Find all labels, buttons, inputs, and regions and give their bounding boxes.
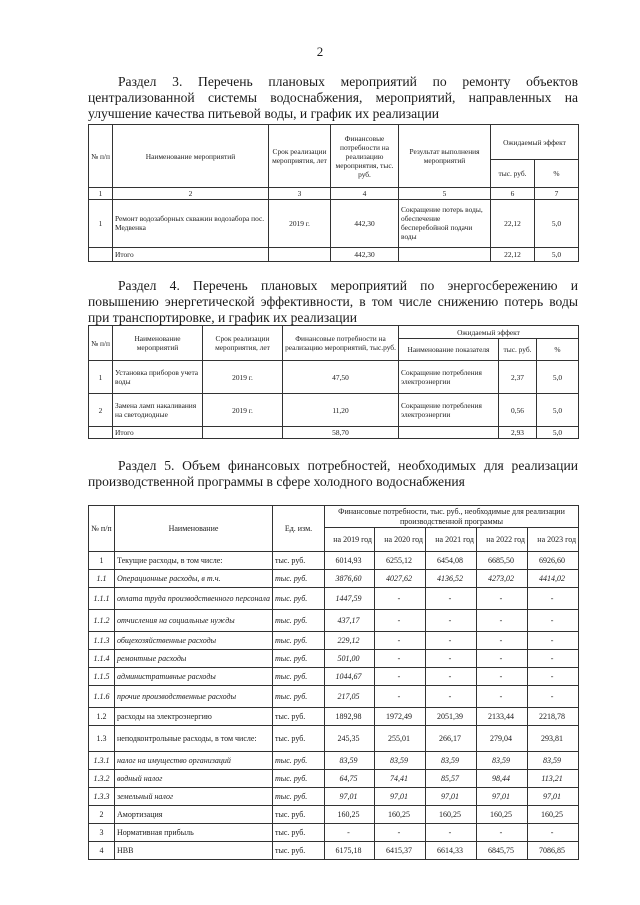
row-unit: тыс. руб. [273, 842, 325, 860]
row-value: - [375, 588, 426, 610]
row-value: 6614,33 [426, 842, 477, 860]
table-row [89, 650, 579, 668]
row-value: 97,01 [477, 788, 528, 806]
row-name: Нормативная прибыль [115, 824, 273, 842]
row-value: - [528, 686, 579, 708]
row-rub: 0,56 [499, 394, 537, 427]
header-effect-pct: % [535, 160, 579, 188]
row-value: - [528, 668, 579, 686]
row-value: 1972,49 [375, 708, 426, 726]
header-num: № п/п [89, 326, 113, 361]
row-unit: тыс. руб. [273, 610, 325, 632]
row-num: 1 [89, 361, 113, 394]
row-unit: тыс. руб. [273, 570, 325, 588]
header-year: на 2022 год [477, 528, 528, 552]
row-effect-pct: 5,0 [535, 199, 579, 247]
row-name: Замена ламп накаливания на светодиодные [113, 394, 203, 427]
header-effect: Ожидаемый эффект [399, 326, 579, 339]
row-name: отчисления на социальные нужды [115, 610, 273, 632]
total-label: Итого [113, 427, 203, 439]
header-finance: Финансовые потребности на реализацию мероприятий, тыс.руб. [283, 326, 399, 361]
row-num: 1.3.2 [89, 770, 115, 788]
row-unit: тыс. руб. [273, 708, 325, 726]
total-rub: 22,12 [491, 247, 535, 261]
row-value: 160,25 [325, 806, 375, 824]
total-label: Итого [113, 247, 269, 261]
row-value: 437,17 [325, 610, 375, 632]
row-num: 1.3.1 [89, 752, 115, 770]
row-unit: тыс. руб. [273, 770, 325, 788]
row-value: 6255,12 [375, 552, 426, 570]
table-row [89, 752, 579, 770]
header-num: № п/п [89, 125, 113, 188]
row-value: 83,59 [426, 752, 477, 770]
row-value: - [477, 686, 528, 708]
row-unit: тыс. руб. [273, 588, 325, 610]
row-value: - [426, 610, 477, 632]
table-row [89, 394, 579, 427]
row-num: 1.1.2 [89, 610, 115, 632]
header-year: на 2020 год [375, 528, 426, 552]
table-row [89, 788, 579, 806]
header-effect-rub: тыс. руб. [491, 160, 535, 188]
row-value: 217,05 [325, 686, 375, 708]
row-value: 266,17 [426, 726, 477, 752]
row-effect-rub: 22,12 [491, 199, 535, 247]
row-num: 1.3.3 [89, 788, 115, 806]
section5-rows [89, 552, 579, 860]
total-rub: 2,93 [499, 427, 537, 439]
col-number: 2 [113, 188, 269, 199]
row-result: Сокращение потерь воды, обеспечение бесперебойной подачи воды [399, 199, 491, 247]
header-year: на 2021 год [426, 528, 477, 552]
table-row [89, 726, 579, 752]
table-row [89, 806, 579, 824]
total-pct: 5,0 [535, 247, 579, 261]
row-name: Операционные расходы, в т.ч. [115, 570, 273, 588]
row-value: - [528, 632, 579, 650]
row-value: - [375, 686, 426, 708]
total-finance: 442,30 [331, 247, 399, 261]
row-value: 83,59 [325, 752, 375, 770]
row-unit: тыс. руб. [273, 632, 325, 650]
row-name: земельный налог [115, 788, 273, 806]
row-value: - [426, 824, 477, 842]
header-result: Результат выполнения мероприятий [399, 125, 491, 188]
section4-heading [88, 278, 578, 326]
row-value: 6845,75 [477, 842, 528, 860]
row-value: 83,59 [477, 752, 528, 770]
section3-heading [88, 74, 578, 122]
total-finance: 58,70 [283, 427, 399, 439]
row-value: 160,25 [375, 806, 426, 824]
row-name: административные расходы [115, 668, 273, 686]
table-row [89, 770, 579, 788]
row-value: - [375, 668, 426, 686]
row-value: 6415,37 [375, 842, 426, 860]
row-name: неподконтрольные расходы, в том числе: [115, 726, 273, 752]
row-value: 229,12 [325, 632, 375, 650]
row-value: 160,25 [528, 806, 579, 824]
row-num: 1.3 [89, 726, 115, 752]
row-name: общехозяйственные расходы [115, 632, 273, 650]
section5-table [88, 505, 579, 860]
row-value: 501,00 [325, 650, 375, 668]
header-indicator: Наименование показателя [399, 339, 499, 361]
header-unit: Ед. изм. [273, 506, 325, 552]
row-value: - [477, 632, 528, 650]
header-year: на 2019 год [325, 528, 375, 552]
table-row [89, 668, 579, 686]
row-num: 2 [89, 806, 115, 824]
row-value: - [477, 610, 528, 632]
row-pct: 5,0 [537, 394, 579, 427]
row-value: 160,25 [477, 806, 528, 824]
table-row [89, 199, 579, 247]
row-name: оплата труда производственного персонала [115, 588, 273, 610]
row-value: 4414,02 [528, 570, 579, 588]
row-value: 7086,85 [528, 842, 579, 860]
row-value: 255,01 [375, 726, 426, 752]
row-num: 1.1.4 [89, 650, 115, 668]
header-term: Срок реализации мероприятия, лет [269, 125, 331, 188]
col-number: 5 [399, 188, 491, 199]
row-value: 6926,60 [528, 552, 579, 570]
section3-heading-text: Раздел 3. Перечень плановых мероприятий по ремонту объектов централизованной системы водоснабжения, мероприятий, направленных на улучшение качества питьевой воды, и график их реализации [88, 74, 578, 121]
row-value: - [375, 824, 426, 842]
row-value: - [528, 650, 579, 668]
row-value: 293,81 [528, 726, 579, 752]
header-year: на 2023 год [528, 528, 579, 552]
header-pct: % [537, 339, 579, 361]
row-name: НВВ [115, 842, 273, 860]
row-value: 6014,93 [325, 552, 375, 570]
row-value: 97,01 [528, 788, 579, 806]
row-value: 6175,18 [325, 842, 375, 860]
row-value: 97,01 [426, 788, 477, 806]
row-value: - [426, 650, 477, 668]
row-unit: тыс. руб. [273, 552, 325, 570]
row-value: - [325, 824, 375, 842]
row-indicator: Сокращение потребления электроэнергии [399, 361, 499, 394]
row-value: - [426, 668, 477, 686]
row-pct: 5,0 [537, 361, 579, 394]
row-num: 1 [89, 199, 113, 247]
row-rub: 2,37 [499, 361, 537, 394]
row-term: 2019 г. [203, 394, 283, 427]
row-value: - [426, 686, 477, 708]
row-value: 1447,59 [325, 588, 375, 610]
row-value: 1892,98 [325, 708, 375, 726]
row-num: 1.1 [89, 570, 115, 588]
table-row [89, 588, 579, 610]
row-num: 2 [89, 394, 113, 427]
row-num: 1.1.1 [89, 588, 115, 610]
row-value: 4027,62 [375, 570, 426, 588]
header-rub: тыс. руб. [499, 339, 537, 361]
row-value: - [477, 588, 528, 610]
row-value: - [528, 824, 579, 842]
col-number: 7 [535, 188, 579, 199]
row-name: расходы на электроэнергию [115, 708, 273, 726]
row-name: Текущие расходы, в том числе: [115, 552, 273, 570]
header-term: Срок реализации мероприятия, лет [203, 326, 283, 361]
table-row [89, 632, 579, 650]
row-num: 1.1.6 [89, 686, 115, 708]
table-row [89, 361, 579, 394]
row-name: налог на имущество организаций [115, 752, 273, 770]
row-unit: тыс. руб. [273, 686, 325, 708]
row-value: 83,59 [375, 752, 426, 770]
row-value: 2051,39 [426, 708, 477, 726]
row-value: 83,59 [528, 752, 579, 770]
table-row [89, 824, 579, 842]
header-name: Наименование мероприятий [113, 125, 269, 188]
row-term: 2019 г. [203, 361, 283, 394]
section3-table [88, 124, 579, 262]
row-value: 113,21 [528, 770, 579, 788]
row-value: 160,25 [426, 806, 477, 824]
row-num: 4 [89, 842, 115, 860]
row-value: 98,44 [477, 770, 528, 788]
total-pct: 5,0 [537, 427, 579, 439]
row-name: Ремонт водозаборных скважин водозабора пос. Медвенка [113, 199, 269, 247]
col-number: 6 [491, 188, 535, 199]
total-row [89, 427, 579, 439]
row-num: 1.1.5 [89, 668, 115, 686]
row-value: - [375, 632, 426, 650]
row-value: - [477, 824, 528, 842]
table-row [89, 842, 579, 860]
row-value: - [528, 610, 579, 632]
table-row [89, 686, 579, 708]
row-value: - [477, 650, 528, 668]
section4-heading-text: Раздел 4. Перечень плановых мероприятий по энергосбережению и повышению энергетической эффективности, в том числе снижению потерь воды при транспортировке, и график их реализации [88, 278, 578, 325]
table-row [89, 570, 579, 588]
row-name: ремонтные расходы [115, 650, 273, 668]
row-num: 3 [89, 824, 115, 842]
row-value: - [375, 610, 426, 632]
row-value: 4136,52 [426, 570, 477, 588]
row-value: 85,57 [426, 770, 477, 788]
row-num: 1 [89, 552, 115, 570]
row-value: 245,35 [325, 726, 375, 752]
row-unit: тыс. руб. [273, 824, 325, 842]
row-unit: тыс. руб. [273, 806, 325, 824]
row-term: 2019 г. [269, 199, 331, 247]
row-value: 74,41 [375, 770, 426, 788]
header-num: № п/п [89, 506, 115, 552]
table-row [89, 552, 579, 570]
row-unit: тыс. руб. [273, 650, 325, 668]
total-row [89, 247, 579, 261]
row-value: 4273,02 [477, 570, 528, 588]
row-unit: тыс. руб. [273, 752, 325, 770]
table-row [89, 708, 579, 726]
col-number: 4 [331, 188, 399, 199]
row-unit: тыс. руб. [273, 668, 325, 686]
row-value: - [375, 650, 426, 668]
header-name: Наименование [115, 506, 273, 552]
row-value: 97,01 [325, 788, 375, 806]
row-finance: 11,20 [283, 394, 399, 427]
row-name: водный налог [115, 770, 273, 788]
row-name: прочие производственные расходы [115, 686, 273, 708]
row-value: 2218,78 [528, 708, 579, 726]
row-indicator: Сокращение потребления электроэнергии [399, 394, 499, 427]
row-finance: 47,50 [283, 361, 399, 394]
section4-table [88, 325, 579, 439]
row-num: 1.2 [89, 708, 115, 726]
col-number: 1 [89, 188, 113, 199]
row-unit: тыс. руб. [273, 726, 325, 752]
row-value: 279,04 [477, 726, 528, 752]
row-value: - [477, 668, 528, 686]
row-value: 97,01 [375, 788, 426, 806]
section5-heading-text: Раздел 5. Объем финансовых потребностей, необходимых для реализации производственной программы в сфере холодного водоснабжения [88, 458, 578, 489]
row-finance: 442,30 [331, 199, 399, 247]
row-value: - [528, 588, 579, 610]
row-value: 3876,60 [325, 570, 375, 588]
col-number: 3 [269, 188, 331, 199]
header-finance: Финансовые потребности, тыс. руб., необходимые для реализации производственной программы [325, 506, 579, 528]
header-effect: Ожидаемый эффект [491, 125, 579, 160]
page-number: 2 [316, 44, 324, 59]
row-value: 64,75 [325, 770, 375, 788]
row-value: - [426, 588, 477, 610]
row-value: - [426, 632, 477, 650]
row-num: 1.1.3 [89, 632, 115, 650]
table-row [89, 610, 579, 632]
row-name: Установка приборов учета воды [113, 361, 203, 394]
row-value: 6454,08 [426, 552, 477, 570]
row-value: 1044,67 [325, 668, 375, 686]
row-value: 6685,50 [477, 552, 528, 570]
row-name: Амортизация [115, 806, 273, 824]
row-value: 2133,44 [477, 708, 528, 726]
header-name: Наименование мероприятий [113, 326, 203, 361]
section5-heading [88, 458, 578, 490]
header-finance: Финансовые потребности на реализацию мероприятия, тыс. руб. [331, 125, 399, 188]
row-unit: тыс. руб. [273, 788, 325, 806]
